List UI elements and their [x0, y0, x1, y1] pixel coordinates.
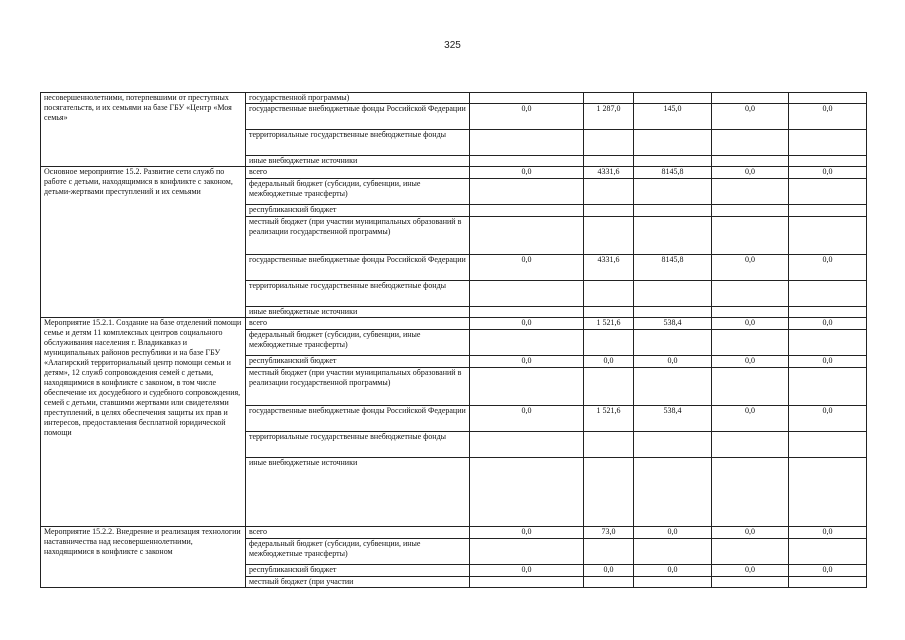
amount-cell [584, 179, 634, 205]
amount-cell: 145,0 [634, 104, 712, 130]
budget-table [40, 92, 867, 588]
amount-cell [712, 156, 789, 167]
amount-cell: 0,0 [634, 356, 712, 368]
amount-cell [470, 156, 584, 167]
amount-cell: 0,0 [789, 255, 867, 281]
amount-cell [789, 577, 867, 588]
amount-cell: 4331,6 [584, 167, 634, 179]
amount-cell: 538,4 [634, 318, 712, 330]
amount-cell: 1 521,6 [584, 318, 634, 330]
amount-cell [470, 539, 584, 565]
amount-cell [584, 432, 634, 458]
amount-cell: 0,0 [584, 356, 634, 368]
funding-source-cell: иные внебюджетные источники [246, 307, 470, 318]
amount-cell [470, 368, 584, 406]
table-row [41, 167, 867, 179]
amount-cell [634, 217, 712, 255]
amount-cell: 0,0 [470, 318, 584, 330]
activity-cell: Мероприятие 15.2.2. Внедрение и реализация технологии наставничества над несовершеннолетними, находящимися в конфликте с законом [41, 527, 246, 588]
activity-cell: Основное мероприятие 15.2. Развитие сети служб по работе с детьми, находящимися в конфликте с законом, детьми-жертвами преступлений и их семьями [41, 167, 246, 318]
amount-cell [584, 330, 634, 356]
amount-cell [584, 539, 634, 565]
amount-cell: 0,0 [470, 527, 584, 539]
amount-cell [712, 458, 789, 527]
amount-cell [789, 307, 867, 318]
amount-cell [584, 156, 634, 167]
amount-cell: 0,0 [470, 356, 584, 368]
amount-cell [634, 368, 712, 406]
amount-cell [584, 368, 634, 406]
funding-source-cell: республиканский бюджет [246, 356, 470, 368]
amount-cell: 0,0 [470, 565, 584, 577]
amount-cell: 0,0 [712, 565, 789, 577]
amount-cell [712, 179, 789, 205]
amount-cell [634, 432, 712, 458]
amount-cell [634, 539, 712, 565]
amount-cell [470, 281, 584, 307]
funding-source-cell: всего [246, 167, 470, 179]
amount-cell [584, 281, 634, 307]
amount-cell [712, 307, 789, 318]
amount-cell: 0,0 [470, 255, 584, 281]
funding-source-cell: республиканский бюджет [246, 205, 470, 217]
amount-cell [712, 217, 789, 255]
amount-cell [470, 577, 584, 588]
amount-cell [712, 432, 789, 458]
amount-cell [789, 330, 867, 356]
amount-cell [470, 179, 584, 205]
table-row [41, 93, 867, 104]
funding-source-cell: территориальные государственные внебюджетные фонды [246, 130, 470, 156]
amount-cell [712, 330, 789, 356]
funding-source-cell: федеральный бюджет (субсидии, субвенции, иные межбюджетные трансферты) [246, 539, 470, 565]
funding-source-cell: иные внебюджетные источники [246, 458, 470, 527]
amount-cell: 0,0 [470, 406, 584, 432]
amount-cell [470, 217, 584, 255]
amount-cell: 1 521,6 [584, 406, 634, 432]
amount-cell [789, 281, 867, 307]
amount-cell [634, 281, 712, 307]
funding-source-cell: федеральный бюджет (субсидии, субвенции, иные межбюджетные трансферты) [246, 330, 470, 356]
amount-cell [470, 330, 584, 356]
amount-cell: 0,0 [634, 527, 712, 539]
funding-source-cell: республиканский бюджет [246, 565, 470, 577]
activity-cell: Мероприятие 15.2.1. Создание на базе отделений помощи семье и детям 11 комплексных центров социального обслуживания населения г. Владикавказ и муниципальных районов республики и на базе ГБУ «Алагирский территориальный центр помощи семьи и детям», 12 служб сопровождения семей с детьми, находящимися в конфликте с законом, в том числе обеспечение их досудебного и судебного сопровождения, семей с детьми, ставшими жертвами или свидетелями преступлений, в целях обеспечения защиты их прав и интересов, предоставления бесплатной юридической помощи [41, 318, 246, 527]
amount-cell [584, 217, 634, 255]
funding-source-cell: государственные внебюджетные фонды Российской Федерации [246, 255, 470, 281]
amount-cell [789, 130, 867, 156]
amount-cell [584, 307, 634, 318]
amount-cell: 0,0 [789, 167, 867, 179]
amount-cell: 0,0 [470, 167, 584, 179]
amount-cell [634, 330, 712, 356]
amount-cell [634, 307, 712, 318]
amount-cell [789, 217, 867, 255]
amount-cell: 0,0 [712, 318, 789, 330]
amount-cell [584, 205, 634, 217]
funding-source-cell: государственной программы) [246, 93, 470, 104]
funding-source-cell: местный бюджет (при участии муниципальных образований в реализации государственной программы) [246, 368, 470, 406]
amount-cell: 73,0 [584, 527, 634, 539]
amount-cell: 0,0 [712, 104, 789, 130]
amount-cell [789, 432, 867, 458]
amount-cell: 0,0 [712, 255, 789, 281]
amount-cell [789, 205, 867, 217]
funding-source-cell: территориальные государственные внебюджетные фонды [246, 281, 470, 307]
funding-source-cell: местный бюджет (при участии [246, 577, 470, 588]
amount-cell: 0,0 [634, 565, 712, 577]
amount-cell: 0,0 [789, 356, 867, 368]
amount-cell [789, 93, 867, 104]
amount-cell: 0,0 [789, 318, 867, 330]
funding-source-cell: всего [246, 318, 470, 330]
amount-cell: 0,0 [712, 167, 789, 179]
amount-cell [712, 539, 789, 565]
amount-cell: 0,0 [789, 565, 867, 577]
amount-cell [712, 577, 789, 588]
amount-cell: 0,0 [789, 104, 867, 130]
amount-cell [789, 179, 867, 205]
amount-cell [470, 458, 584, 527]
amount-cell: 0,0 [789, 406, 867, 432]
funding-source-cell: всего [246, 527, 470, 539]
amount-cell: 8145,8 [634, 167, 712, 179]
funding-source-cell: государственные внебюджетные фонды Российской Федерации [246, 104, 470, 130]
amount-cell [712, 368, 789, 406]
amount-cell: 1 287,0 [584, 104, 634, 130]
amount-cell: 0,0 [470, 104, 584, 130]
amount-cell [789, 156, 867, 167]
activity-cell: несовершеннолетними, потерпевшими от преступных посягательств, и их семьями на базе ГБУ «Центр «Моя семья» [41, 93, 246, 167]
funding-source-cell: местный бюджет (при участии муниципальных образований в реализации государственной программы) [246, 217, 470, 255]
funding-source-cell: государственные внебюджетные фонды Российской Федерации [246, 406, 470, 432]
amount-cell: 0,0 [712, 356, 789, 368]
amount-cell: 8145,8 [634, 255, 712, 281]
amount-cell [634, 179, 712, 205]
amount-cell [470, 307, 584, 318]
amount-cell [470, 93, 584, 104]
amount-cell: 0,0 [789, 527, 867, 539]
amount-cell [584, 93, 634, 104]
amount-cell [712, 130, 789, 156]
amount-cell [789, 368, 867, 406]
amount-cell: 4331,6 [584, 255, 634, 281]
page-number: 325 [444, 40, 461, 51]
amount-cell [470, 432, 584, 458]
funding-source-cell: федеральный бюджет (субсидии, субвенции, иные межбюджетные трансферты) [246, 179, 470, 205]
amount-cell [789, 458, 867, 527]
amount-cell: 0,0 [712, 406, 789, 432]
amount-cell: 0,0 [584, 565, 634, 577]
amount-cell [712, 281, 789, 307]
amount-cell [470, 130, 584, 156]
amount-cell [584, 577, 634, 588]
funding-source-cell: иные внебюджетные источники [246, 156, 470, 167]
amount-cell [634, 156, 712, 167]
amount-cell [634, 205, 712, 217]
amount-cell: 538,4 [634, 406, 712, 432]
amount-cell [470, 205, 584, 217]
amount-cell [634, 130, 712, 156]
funding-source-cell: территориальные государственные внебюджетные фонды [246, 432, 470, 458]
amount-cell [634, 93, 712, 104]
amount-cell: 0,0 [712, 527, 789, 539]
amount-cell [584, 130, 634, 156]
amount-cell [712, 205, 789, 217]
table-row [41, 318, 867, 330]
amount-cell [712, 93, 789, 104]
table-row [41, 527, 867, 539]
amount-cell [789, 539, 867, 565]
amount-cell [634, 458, 712, 527]
amount-cell [584, 458, 634, 527]
amount-cell [634, 577, 712, 588]
